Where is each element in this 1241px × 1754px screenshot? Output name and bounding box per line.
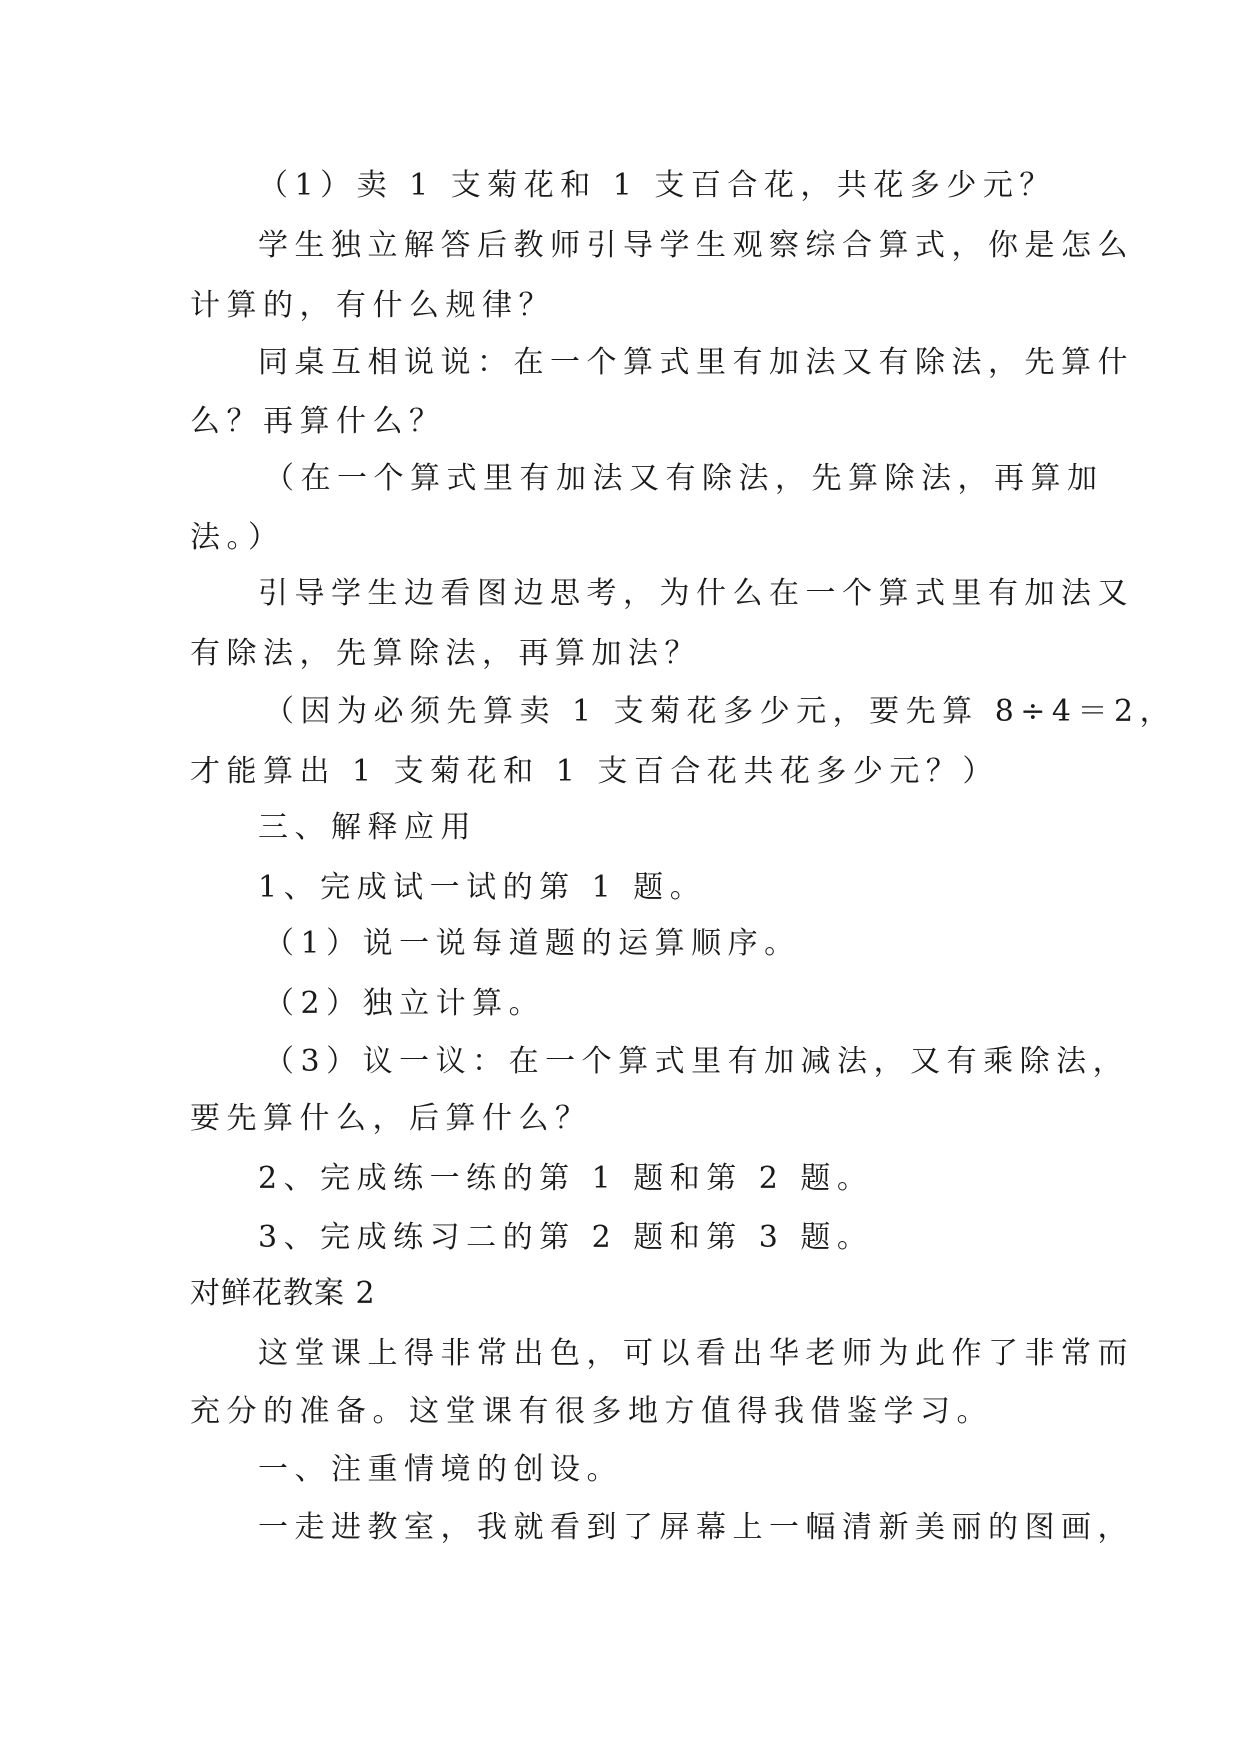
list-item: （2）独立计算。 [264,986,546,1021]
text-line: 有除法，先算除法，再算加法？ [190,636,701,671]
list-item: （3）议一议：在一个算式里有加减法，又有乘除法， [264,1044,1130,1079]
text-line: 计算的，有什么规律？ [190,288,555,323]
text-line: 这堂课上得非常出色，可以看出华老师为此作了非常而 [258,1336,1134,1371]
list-item: 3、完成练习二的第 2 题和第 3 题。 [258,1220,874,1255]
list-item: 2、完成练一练的第 1 题和第 2 题。 [258,1161,874,1196]
text-line: 要先算什么，后算什么？ [190,1101,592,1136]
section-heading: 一、注重情境的创设。 [258,1452,623,1487]
text-line: 学生独立解答后教师引导学生观察综合算式，你是怎么 [258,228,1134,263]
list-item: （1）说一说每道题的运算顺序。 [264,926,801,961]
text-line: 一走进教室，我就看到了屏幕上一幅清新美丽的图画， [258,1510,1134,1545]
section-heading: 三、解释应用 [258,810,477,845]
list-item: 1、完成试一试的第 1 题。 [258,870,707,905]
text-line: 才能算出 1 支菊花和 1 支百合花共花多少元？） [190,754,999,789]
text-line: 么？再算什么？ [190,404,446,439]
document-title: 对鲜花教案 2 [190,1276,376,1311]
text-line: 引导学生边看图边思考，为什么在一个算式里有加法又 [258,576,1134,611]
text-line: 充分的准备。这堂课有很多地方值得我借鉴学习。 [190,1394,993,1429]
text-line: （1）卖 1 支菊花和 1 支百合花，共花多少元？ [258,168,1056,203]
text-line: （因为必须先算卖 1 支菊花多少元，要先算 8÷4＝2， [264,694,1177,729]
text-line: （在一个算式里有加法又有除法，先算除法，再算加 [264,461,1104,496]
text-line: 法。） [190,520,285,555]
text-line: 同桌互相说说：在一个算式里有加法又有除法，先算什 [258,345,1134,380]
